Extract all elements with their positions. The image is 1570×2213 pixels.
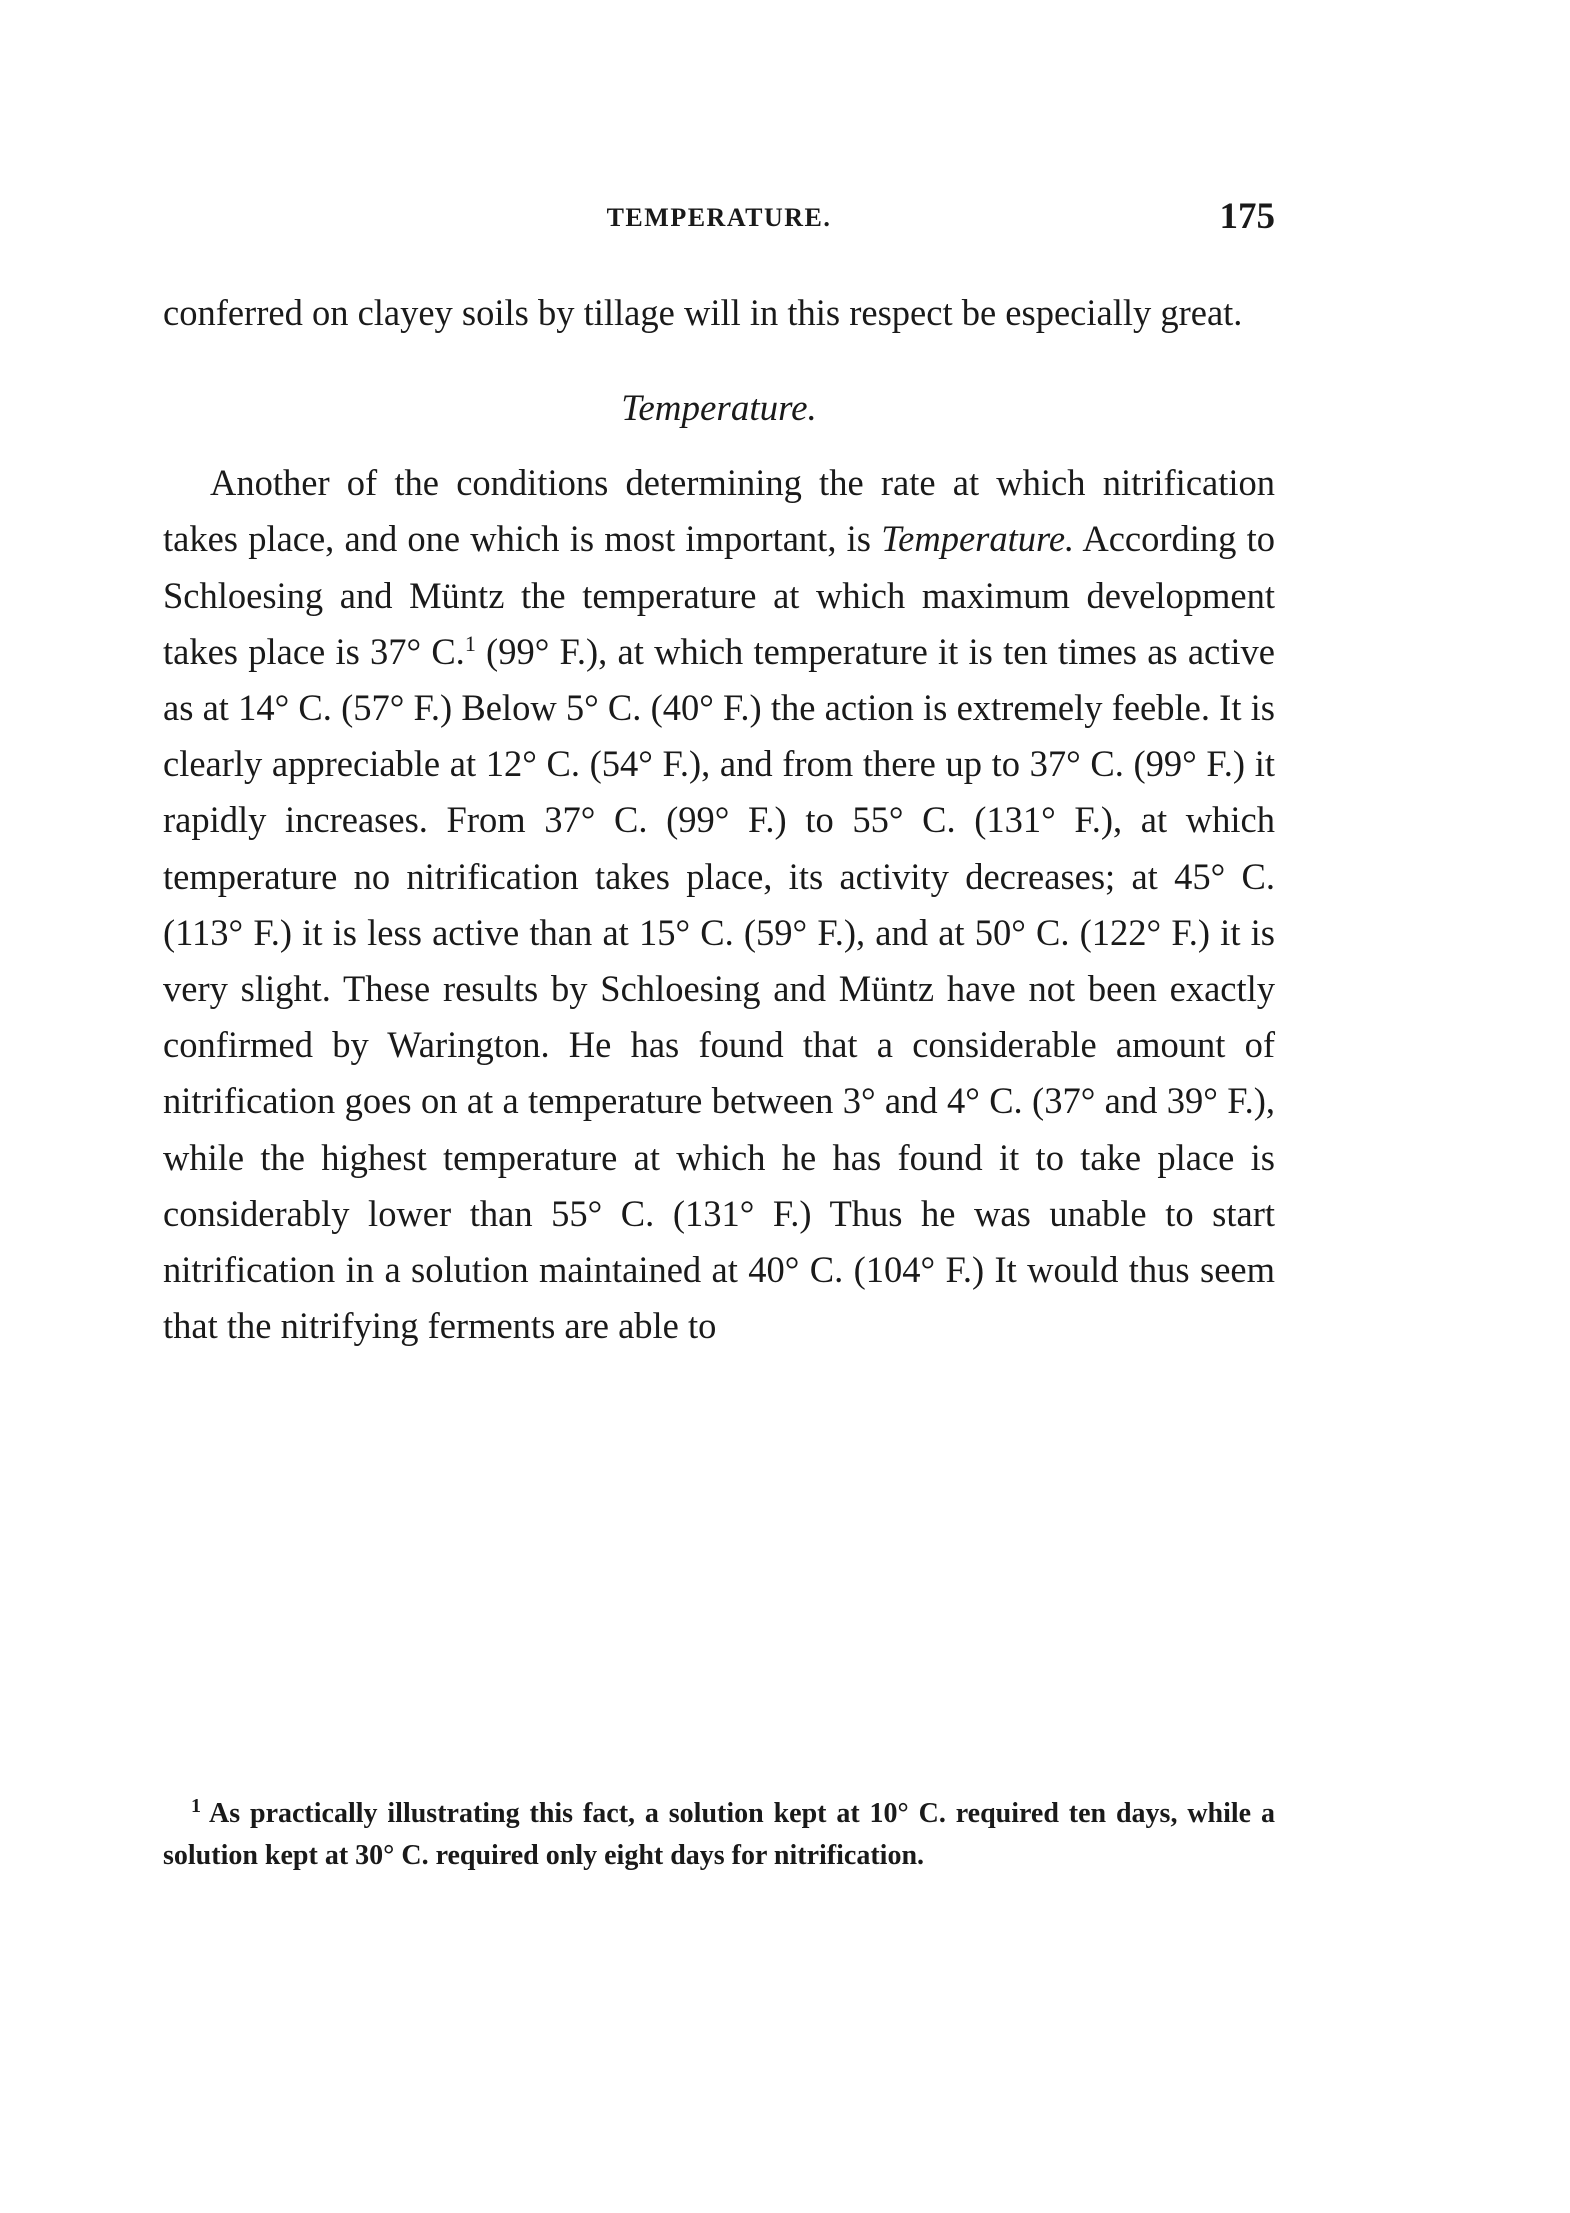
paragraph-text-3: (99° F.), at which temperature it is ten times as active as at 14° C. (57° F.) Below 5° C. (40° F.) the action is extremely feeble. It is clearly appreciable at 12° C. (54° F.), and from there up to 37° C. (99° F.) it rapidly increases. From 37° C. (99° F.) to 55° C. (131° F.), at which temperature no nitrification takes place, its activity decreases; at 45° C. (113° F.) it is less active than at 15° C. (59° F.), and at 50° C. (122° F.) it is very slight. These results by Schloesing and Müntz have not been exactly confirmed by Warington. He has found that a considerable amount of nitrification goes on at a temperature between 3° and 4° C. (37° and 39° F.), while the highest temperature at which he has found it to take place is considerably lower than 55° C. (131° F.) Thus he was unable to start nitrification in a solution maintained at 40° C. (104° F.) It would thus seem that the nitrifying ferments are able to bbox=[163, 630, 1275, 1347]
body-text bbox=[163, 285, 1275, 1354]
continuation-paragraph: conferred on clayey soils by tillage will in this respect be especially great. bbox=[163, 292, 1243, 333]
paragraph-text-1: Another of the conditions determining the rate at which nitrification takes place, and one which is most important, is bbox=[163, 462, 1275, 560]
emphasis-term: Temperature. bbox=[881, 518, 1075, 560]
paragraph-text-2: According to Schloesing and Müntz the temperature at which maximum development takes place is 37° C. bbox=[163, 518, 1275, 672]
section-heading: Temperature. bbox=[621, 388, 817, 430]
footnote-mark: 1 bbox=[191, 1794, 201, 1817]
page-number: 175 bbox=[1219, 196, 1275, 237]
main-paragraph bbox=[163, 455, 1275, 1354]
running-head bbox=[163, 195, 1275, 245]
footnote-reference: 1 bbox=[464, 630, 476, 656]
footnote bbox=[163, 1793, 1275, 1877]
running-title: TEMPERATURE. bbox=[606, 203, 832, 232]
footnote-text: As practically illustrating this fact, a solution kept at 10° C. required ten days, while a solution kept at 30° C. required only eight days for nitrification. bbox=[163, 1798, 1275, 1871]
footnote-paragraph bbox=[163, 1793, 1275, 1877]
